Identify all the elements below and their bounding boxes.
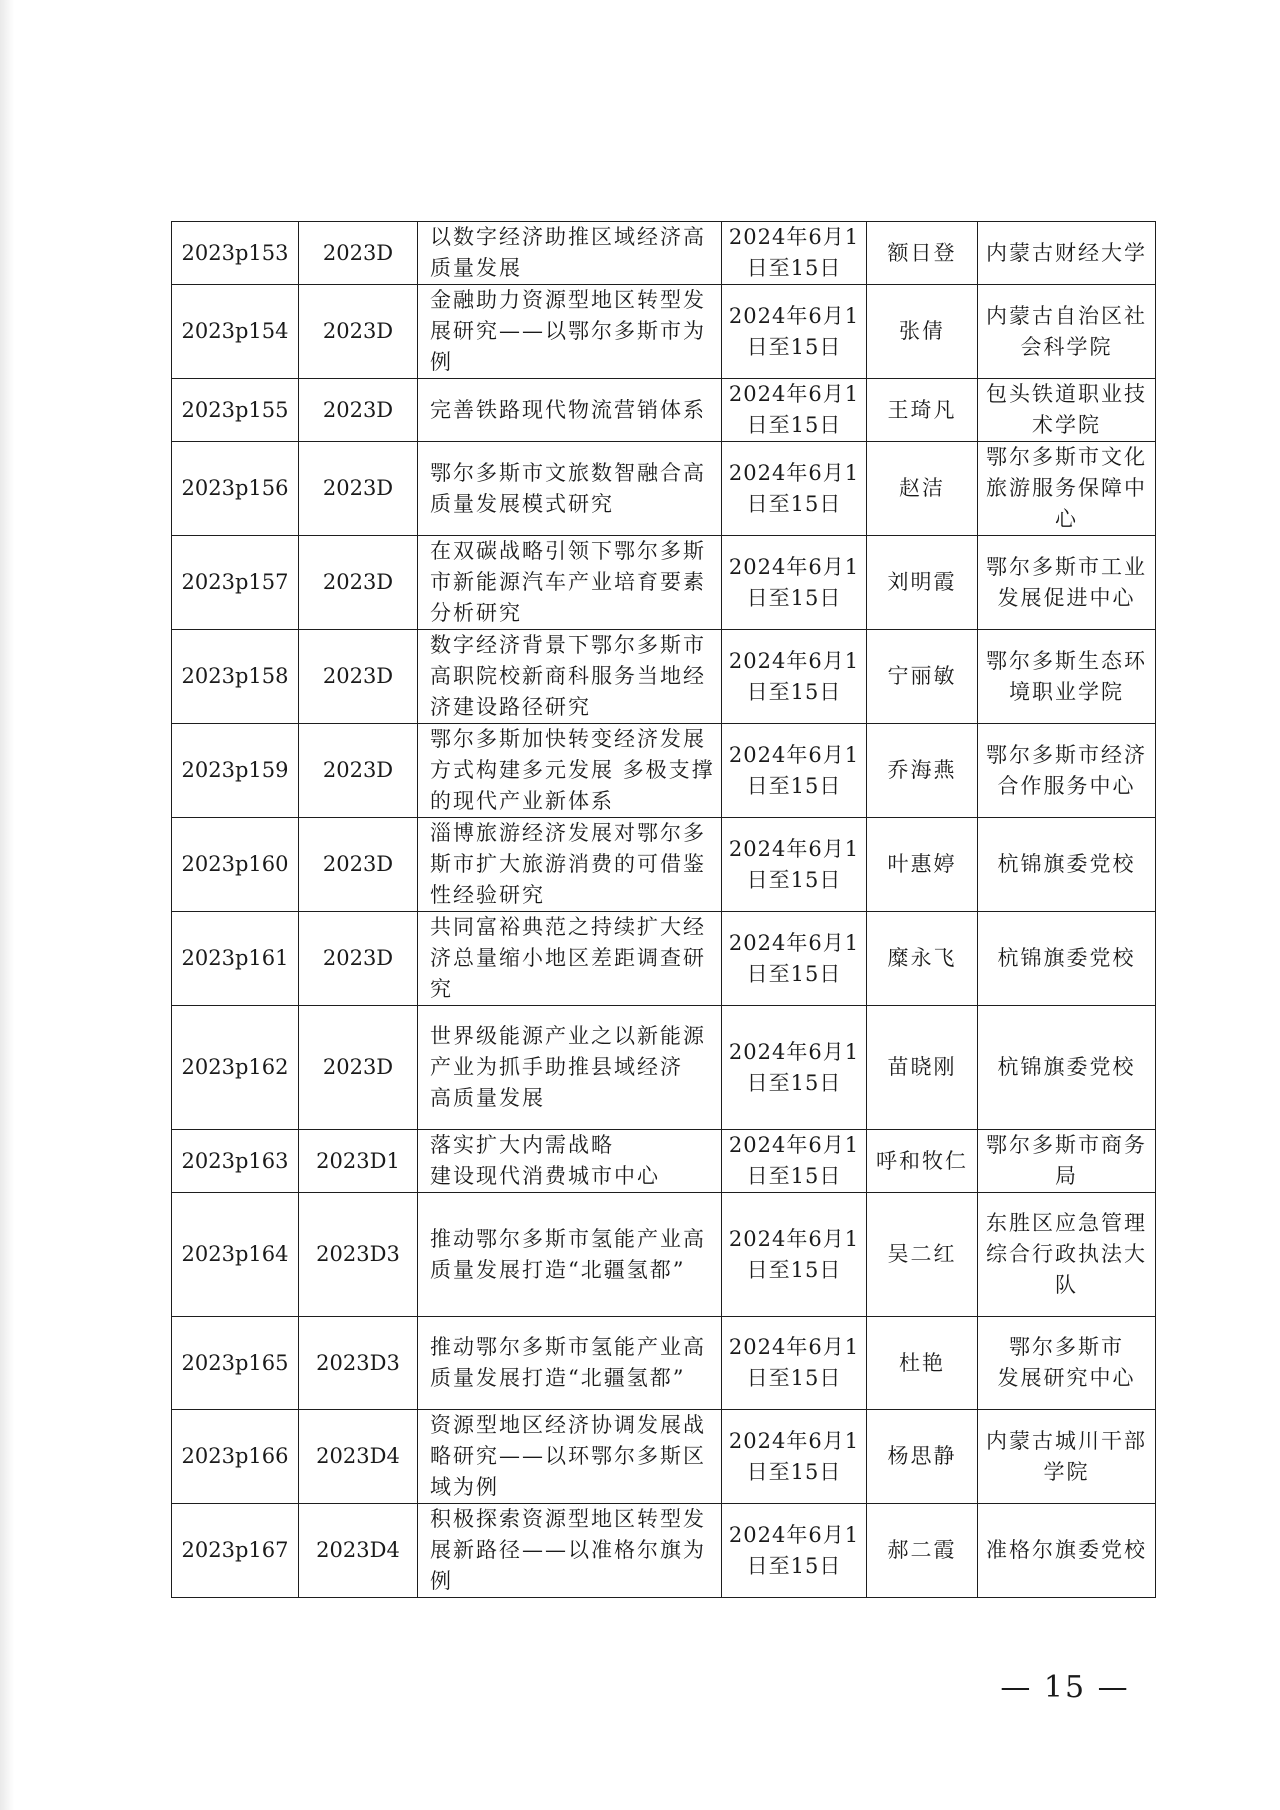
researcher-name-cell: 张倩	[867, 285, 978, 379]
topic-cell: 落实扩大内需战略 建设现代消费城市中心	[418, 1130, 722, 1193]
topic-cell: 淄博旅游经济发展对鄂尔多斯市扩大旅游消费的可借鉴性经验研究	[418, 818, 722, 912]
topic-cell: 鄂尔多斯市文旅数智融合高质量发展模式研究	[418, 442, 722, 536]
category-code-cell: 2023D1	[299, 1130, 418, 1193]
topic-cell: 积极探索资源型地区转型发展新路径——以准格尔旗为例	[418, 1504, 722, 1598]
organization-cell: 鄂尔多斯市文化旅游服务保障中心	[978, 442, 1156, 536]
researcher-name-cell: 杨思静	[867, 1410, 978, 1504]
topic-cell: 世界级能源产业之以新能源产业为抓手助推县域经济 高质量发展	[418, 1006, 722, 1130]
period-cell: 2024年6月1日至15日	[722, 379, 867, 442]
researcher-name-cell: 苗晓刚	[867, 1006, 978, 1130]
organization-cell: 鄂尔多斯市 发展研究中心	[978, 1317, 1156, 1410]
researcher-name-cell: 呼和牧仁	[867, 1130, 978, 1193]
topic-cell: 金融助力资源型地区转型发展研究——以鄂尔多斯市为例	[418, 285, 722, 379]
period-cell: 2024年6月1日至15日	[722, 1504, 867, 1598]
topic-cell: 推动鄂尔多斯市氢能产业高质量发展打造“北疆氢都”	[418, 1317, 722, 1410]
category-code-cell: 2023D	[299, 222, 418, 285]
project-id-cell: 2023p164	[172, 1193, 299, 1317]
organization-cell: 内蒙古财经大学	[978, 222, 1156, 285]
period-cell: 2024年6月1日至15日	[722, 536, 867, 630]
project-table	[171, 221, 1156, 1598]
page-number: — 15 —	[1000, 1670, 1130, 1705]
organization-cell: 准格尔旗委党校	[978, 1504, 1156, 1598]
table-row	[172, 1006, 1156, 1130]
project-id-cell: 2023p160	[172, 818, 299, 912]
period-cell: 2024年6月1日至15日	[722, 285, 867, 379]
table-row	[172, 379, 1156, 442]
period-cell: 2024年6月1日至15日	[722, 630, 867, 724]
category-code-cell: 2023D4	[299, 1410, 418, 1504]
table-row	[172, 912, 1156, 1006]
table-row	[172, 442, 1156, 536]
table-row	[172, 1130, 1156, 1193]
organization-cell: 杭锦旗委党校	[978, 1006, 1156, 1130]
period-cell: 2024年6月1日至15日	[722, 222, 867, 285]
project-id-cell: 2023p159	[172, 724, 299, 818]
category-code-cell: 2023D	[299, 724, 418, 818]
organization-cell: 鄂尔多斯市工业发展促进中心	[978, 536, 1156, 630]
scan-edge-shadow	[0, 0, 14, 1810]
table-row	[172, 630, 1156, 724]
period-cell: 2024年6月1日至15日	[722, 1193, 867, 1317]
table-row	[172, 222, 1156, 285]
table-row	[172, 1410, 1156, 1504]
project-id-cell: 2023p163	[172, 1130, 299, 1193]
table-row	[172, 285, 1156, 379]
researcher-name-cell: 吴二红	[867, 1193, 978, 1317]
table-row	[172, 1317, 1156, 1410]
table-row	[172, 724, 1156, 818]
organization-cell: 内蒙古城川干部 学院	[978, 1410, 1156, 1504]
researcher-name-cell: 刘明霞	[867, 536, 978, 630]
researcher-name-cell: 王琦凡	[867, 379, 978, 442]
period-cell: 2024年6月1日至15日	[722, 1317, 867, 1410]
project-id-cell: 2023p161	[172, 912, 299, 1006]
table-row	[172, 1193, 1156, 1317]
period-cell: 2024年6月1日至15日	[722, 912, 867, 1006]
project-id-cell: 2023p165	[172, 1317, 299, 1410]
category-code-cell: 2023D3	[299, 1317, 418, 1410]
period-cell: 2024年6月1日至15日	[722, 1130, 867, 1193]
category-code-cell: 2023D	[299, 536, 418, 630]
organization-cell: 东胜区应急管理 综合行政执法大队	[978, 1193, 1156, 1317]
category-code-cell: 2023D	[299, 912, 418, 1006]
period-cell: 2024年6月1日至15日	[722, 442, 867, 536]
topic-cell: 以数字经济助推区域经济高质量发展	[418, 222, 722, 285]
project-id-cell: 2023p153	[172, 222, 299, 285]
project-id-cell: 2023p154	[172, 285, 299, 379]
researcher-name-cell: 郝二霞	[867, 1504, 978, 1598]
topic-cell: 资源型地区经济协调发展战略研究——以环鄂尔多斯区域为例	[418, 1410, 722, 1504]
researcher-name-cell: 叶惠婷	[867, 818, 978, 912]
table-row	[172, 1504, 1156, 1598]
project-id-cell: 2023p166	[172, 1410, 299, 1504]
organization-cell: 鄂尔多斯市经济合作服务中心	[978, 724, 1156, 818]
period-cell: 2024年6月1日至15日	[722, 1006, 867, 1130]
project-id-cell: 2023p157	[172, 536, 299, 630]
period-cell: 2024年6月1日至15日	[722, 724, 867, 818]
researcher-name-cell: 宁丽敏	[867, 630, 978, 724]
topic-cell: 数字经济背景下鄂尔多斯市高职院校新商科服务当地经济建设路径研究	[418, 630, 722, 724]
project-id-cell: 2023p156	[172, 442, 299, 536]
topic-cell: 在双碳战略引领下鄂尔多斯市新能源汽车产业培育要素分析研究	[418, 536, 722, 630]
category-code-cell: 2023D	[299, 379, 418, 442]
researcher-name-cell: 杜艳	[867, 1317, 978, 1410]
category-code-cell: 2023D	[299, 285, 418, 379]
category-code-cell: 2023D	[299, 818, 418, 912]
category-code-cell: 2023D4	[299, 1504, 418, 1598]
project-id-cell: 2023p167	[172, 1504, 299, 1598]
topic-cell: 鄂尔多斯加快转变经济发展方式构建多元发展 多极支撑的现代产业新体系	[418, 724, 722, 818]
topic-cell: 共同富裕典范之持续扩大经济总量缩小地区差距调查研究	[418, 912, 722, 1006]
period-cell: 2024年6月1日至15日	[722, 1410, 867, 1504]
project-id-cell: 2023p158	[172, 630, 299, 724]
researcher-name-cell: 赵洁	[867, 442, 978, 536]
topic-cell: 推动鄂尔多斯市氢能产业高质量发展打造“北疆氢都”	[418, 1193, 722, 1317]
organization-cell: 杭锦旗委党校	[978, 912, 1156, 1006]
organization-cell: 杭锦旗委党校	[978, 818, 1156, 912]
organization-cell: 内蒙古自治区社会科学院	[978, 285, 1156, 379]
organization-cell: 鄂尔多斯生态环境职业学院	[978, 630, 1156, 724]
topic-cell: 完善铁路现代物流营销体系	[418, 379, 722, 442]
category-code-cell: 2023D	[299, 442, 418, 536]
table-body	[172, 222, 1156, 1598]
table-row	[172, 818, 1156, 912]
researcher-name-cell: 糜永飞	[867, 912, 978, 1006]
table-row	[172, 536, 1156, 630]
project-id-cell: 2023p155	[172, 379, 299, 442]
researcher-name-cell: 额日登	[867, 222, 978, 285]
category-code-cell: 2023D	[299, 630, 418, 724]
organization-cell: 鄂尔多斯市商务局	[978, 1130, 1156, 1193]
category-code-cell: 2023D	[299, 1006, 418, 1130]
period-cell: 2024年6月1日至15日	[722, 818, 867, 912]
project-id-cell: 2023p162	[172, 1006, 299, 1130]
researcher-name-cell: 乔海燕	[867, 724, 978, 818]
organization-cell: 包头铁道职业技术学院	[978, 379, 1156, 442]
category-code-cell: 2023D3	[299, 1193, 418, 1317]
